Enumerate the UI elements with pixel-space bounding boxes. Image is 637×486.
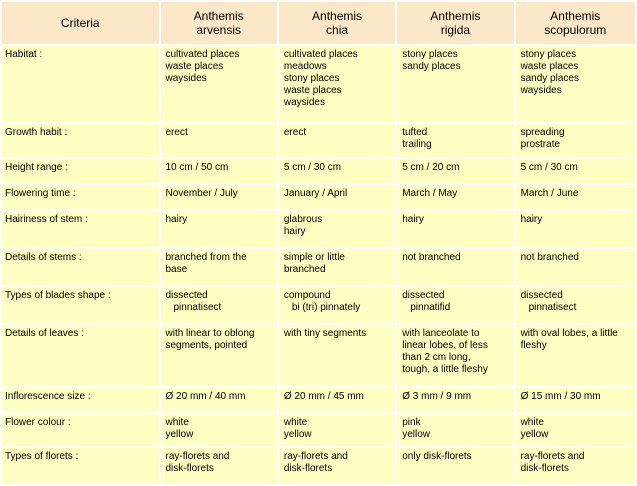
value-cell-scopulorum [516, 124, 635, 156]
value-line: erect [283, 127, 307, 139]
value-line: pinnatisect [528, 302, 577, 314]
value-line: sandy places [520, 73, 579, 84]
value-line: only disk-florets [402, 450, 472, 462]
value-line: erect [165, 127, 188, 139]
value-line: glabrous [283, 213, 323, 225]
value-line: ray-florets and [283, 450, 348, 462]
value-line: Ø 3 mm / 9 mm [402, 390, 472, 402]
value-cell-arvensis [161, 448, 277, 484]
value-cell-chia [279, 249, 395, 285]
value-line: Ø 15 mm / 30 mm [520, 390, 601, 402]
value-cell-arvensis [161, 414, 277, 446]
value-cell-arvensis [161, 325, 277, 385]
value-cell-arvensis [161, 287, 277, 323]
value-cell-rigida [397, 414, 513, 446]
value-line: waste places [165, 61, 224, 72]
value-line: compound [283, 290, 331, 302]
value-line: yellow [283, 428, 312, 440]
value-cell-chia [279, 46, 395, 122]
value-line: November / July [165, 187, 238, 199]
criterion-label: Types of florets : [2, 448, 159, 484]
value-line: simple or little [283, 251, 345, 263]
value-cell-scopulorum [516, 325, 635, 385]
value-line: prostrate [520, 139, 561, 151]
value-line: white [283, 416, 308, 428]
species-header-rigida [397, 2, 513, 44]
value-cell-scopulorum [516, 211, 635, 247]
value-line: March / June [520, 187, 579, 199]
species-header-arvensis [161, 2, 277, 44]
value-line: March / May [402, 187, 458, 199]
value-line: pinnatifid [410, 302, 451, 314]
value-line: Ø 20 mm / 40 mm [165, 390, 246, 402]
criterion-label: Flowering time : [2, 185, 159, 209]
value-cell-arvensis [161, 211, 277, 247]
value-cell-chia [279, 414, 395, 446]
criterion-label: Habitat : [2, 46, 159, 122]
value-line: disk-florets [283, 462, 333, 474]
value-line: sandy places [402, 61, 461, 72]
value-line: hairy [283, 225, 306, 237]
value-cell-rigida [397, 185, 513, 209]
value-line: stony places [402, 49, 458, 60]
value-line: hairy [165, 213, 188, 225]
value-line: dissected [402, 290, 445, 302]
value-cell-scopulorum [516, 287, 635, 323]
value-cell-arvensis [161, 249, 277, 285]
value-line: cultivated places [165, 49, 240, 60]
value-line: hairy [520, 213, 543, 225]
value-cell-chia [279, 325, 395, 385]
table-row [2, 448, 635, 484]
value-line: than 2 cm long, [402, 352, 471, 364]
value-line: 10 cm / 50 cm [165, 161, 229, 173]
value-cell-chia [279, 124, 395, 156]
value-cell-rigida [397, 448, 513, 484]
value-line: not branched [520, 251, 579, 263]
value-cell-rigida [397, 211, 513, 247]
species-label: chia [326, 23, 349, 37]
value-cell-chia [279, 211, 395, 247]
species-header-chia [279, 2, 395, 44]
table-row [2, 325, 635, 385]
value-line: January / April [283, 187, 348, 199]
value-line: dissected [520, 290, 563, 302]
value-line: base [165, 263, 188, 275]
value-line: not branched [402, 251, 461, 263]
table-row [2, 159, 635, 183]
genus-label: Anthemis [193, 9, 244, 23]
value-line: branched from the [165, 251, 247, 263]
genus-label: Anthemis [550, 9, 601, 23]
value-line: with linear to oblong [165, 328, 255, 340]
header-row [2, 2, 635, 44]
table-row [2, 124, 635, 156]
value-cell-arvensis [161, 388, 277, 412]
table-row [2, 287, 635, 323]
value-line: tough, a little fleshy [402, 364, 488, 376]
value-line: waysides [283, 97, 325, 108]
value-line: with tiny segments [283, 328, 367, 340]
value-line: trailing [402, 139, 432, 151]
table-row [2, 185, 635, 209]
value-line: pink [402, 416, 421, 428]
species-label: rigida [440, 23, 471, 37]
value-cell-scopulorum [516, 185, 635, 209]
value-line: stony places [520, 49, 577, 60]
value-line: white [165, 416, 189, 428]
criterion-label: Height range : [2, 159, 159, 183]
criterion-label: Details of leaves : [2, 325, 159, 385]
value-line: white [520, 416, 544, 428]
value-line: disk-florets [520, 462, 569, 474]
table-row [2, 249, 635, 285]
value-line: with lanceolate to [402, 328, 480, 340]
value-cell-scopulorum [516, 388, 635, 412]
value-cell-rigida [397, 388, 513, 412]
value-cell-rigida [397, 249, 513, 285]
value-cell-rigida [397, 159, 513, 183]
value-line: yellow [165, 428, 194, 440]
table-row [2, 211, 635, 247]
value-cell-rigida [397, 46, 513, 122]
table-body [2, 46, 635, 484]
value-line: hairy [402, 213, 424, 225]
criterion-label: Types of blades shape : [2, 287, 159, 323]
value-line: segments, pointed [165, 340, 248, 352]
criterion-label: Growth habit : [2, 124, 159, 156]
value-line: ray-florets and [165, 450, 230, 462]
value-line: spreading [520, 127, 565, 139]
value-line: meadows [283, 61, 327, 72]
value-cell-chia [279, 448, 395, 484]
value-line: tufted [402, 127, 428, 139]
value-line: stony places [283, 73, 340, 84]
value-cell-chia [279, 287, 395, 323]
criterion-label: Details of stems : [2, 249, 159, 285]
value-line: 5 cm / 30 cm [283, 161, 342, 173]
value-cell-arvensis [161, 185, 277, 209]
value-cell-arvensis [161, 46, 277, 122]
species-label: arvensis [196, 23, 242, 37]
table-row [2, 414, 635, 446]
value-line: yellow [520, 428, 549, 440]
value-cell-rigida [397, 325, 513, 385]
value-line: linear lobes, of less [402, 340, 488, 352]
species-header-scopulorum [516, 2, 635, 44]
value-line: dissected [165, 290, 208, 302]
value-line: bi (tri) pinnately [291, 302, 361, 314]
value-line: with oval lobes, a little [520, 328, 618, 340]
value-line: pinnatisect [173, 302, 222, 314]
value-cell-scopulorum [516, 448, 635, 484]
value-line: 5 cm / 30 cm [520, 161, 578, 173]
value-cell-rigida [397, 124, 513, 156]
value-line: fleshy [520, 340, 547, 352]
value-line: yellow [402, 428, 431, 440]
value-line: cultivated places [283, 49, 358, 60]
value-cell-scopulorum [516, 249, 635, 285]
table-row [2, 388, 635, 412]
criteria-header: Criteria [2, 2, 159, 44]
value-cell-arvensis [161, 124, 277, 156]
value-cell-scopulorum [516, 159, 635, 183]
value-cell-scopulorum [516, 414, 635, 446]
genus-label: Anthemis [312, 9, 363, 23]
value-line: disk-florets [165, 462, 214, 474]
value-line: Ø 20 mm / 45 mm [283, 390, 364, 402]
criterion-label: Inflorescence size : [2, 388, 159, 412]
value-line: 5 cm / 20 cm [402, 161, 460, 173]
value-cell-chia [279, 185, 395, 209]
value-line: waysides [520, 85, 562, 96]
genus-label: Anthemis [430, 9, 481, 23]
criterion-label: Hairiness of stem : [2, 211, 159, 247]
value-cell-scopulorum [516, 46, 635, 122]
value-cell-arvensis [161, 159, 277, 183]
value-cell-chia [279, 388, 395, 412]
table-row [2, 46, 635, 122]
value-line: ray-florets and [520, 450, 585, 462]
species-label: scopulorum [544, 23, 607, 37]
value-cell-rigida [397, 287, 513, 323]
value-cell-chia [279, 159, 395, 183]
criterion-label: Flower colour : [2, 414, 159, 446]
value-line: waste places [283, 85, 342, 96]
value-line: branched [283, 263, 326, 275]
value-line: waste places [520, 61, 579, 72]
value-line: waysides [165, 73, 207, 84]
